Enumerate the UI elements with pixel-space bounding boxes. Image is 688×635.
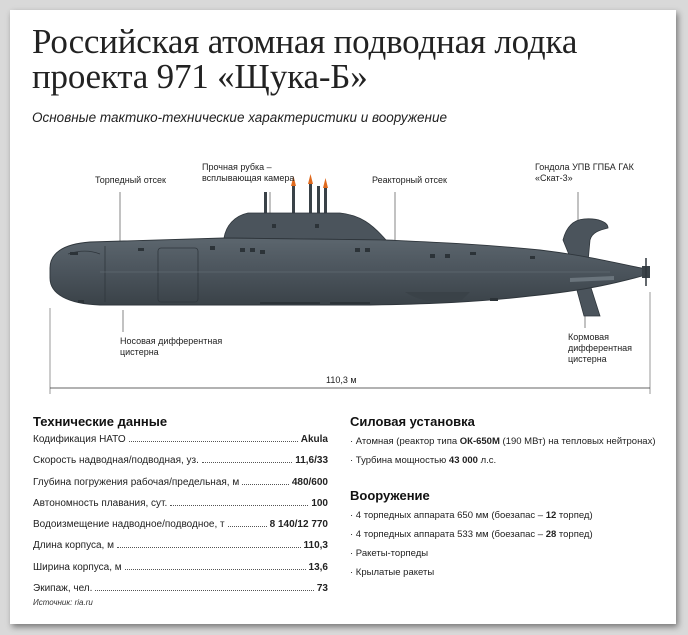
spec-label: Экипаж, чел. (33, 583, 93, 595)
arms-item: · Крылатые ракеты (350, 567, 435, 578)
length-label: 110,3 м (326, 375, 357, 385)
callout-pressure-hull: Прочная рубка – всплывающая камера (202, 162, 295, 183)
dot-leader (228, 526, 267, 527)
callout-stern-tank: Кормовая дифферентная цистерна (568, 332, 633, 364)
spec-label: Длина корпуса, м (33, 540, 114, 552)
spec-value: 8 140/12 770 (269, 519, 328, 531)
power-item: · Турбина мощностью 43 000 л.с. (350, 455, 497, 466)
spec-label: Глубина погружения рабочая/предельная, м (33, 476, 240, 488)
spec-value: 480/600 (291, 476, 328, 488)
spec-row (33, 455, 328, 476)
dot-leader (202, 462, 292, 463)
arms-list (350, 510, 670, 586)
arms-item: · 4 торпедных аппарата 650 мм (боезапас – 12 торпед) (350, 510, 593, 521)
spec-value: 100 (311, 497, 328, 509)
spec-value: 11,6/33 (295, 455, 328, 467)
power-title: Силовая установка (350, 414, 475, 429)
spec-label: Водоизмещение надводное/подводное, т (33, 519, 225, 531)
callout-reactor: Реакторный отсек (372, 175, 447, 185)
spec-row (33, 477, 328, 498)
specs-table (33, 434, 328, 604)
propeller (642, 258, 650, 286)
spec-label: Кодификация НАТО (33, 434, 126, 445)
dot-leader (95, 590, 313, 591)
power-item: · Атомная (реактор типа ОК-650М (190 МВт) на тепловых нейтронах) (350, 436, 656, 447)
power-list (350, 436, 670, 474)
spec-row (33, 519, 328, 540)
source-note: Источник: ria.ru (33, 598, 93, 607)
arms-item: · Ракеты-торпеды (350, 548, 429, 559)
dot-leader (117, 547, 301, 548)
arms-item: · 4 торпедных аппарата 533 мм (боезапас – 28 торпед) (350, 529, 593, 540)
spec-label: Ширина корпуса, м (33, 561, 122, 573)
dot-leader (242, 484, 289, 485)
dot-leader (170, 505, 308, 506)
title-line-2: проекта 971 «Щука-Б» (32, 57, 368, 96)
dot-leader (129, 441, 298, 442)
callout-bow-tank: Носовая дифферентная цистерна (120, 336, 223, 357)
spec-label: Автономность плавания, сут. (33, 497, 168, 509)
spec-value: Akula (300, 434, 328, 445)
sail (224, 213, 386, 240)
spec-value: 13,6 (308, 561, 328, 573)
spec-value: 110,3 (303, 540, 328, 552)
infographic-card (10, 10, 676, 624)
spec-row (33, 498, 328, 519)
specs-title: Технические данные (33, 414, 168, 429)
callout-gondola: Гондола УПВ ГПБА ГАК «Скат-3» (535, 162, 634, 183)
dot-leader (125, 569, 306, 570)
spec-row (33, 562, 328, 583)
callout-torpedo-compartment: Торпедный отсек (95, 175, 166, 185)
spec-value: 73 (316, 583, 328, 595)
spec-label: Скорость надводная/подводная, уз. (33, 455, 199, 467)
arms-title: Вооружение (350, 488, 430, 503)
subtitle: Основные тактико-технические характеристики и вооружение (32, 110, 447, 125)
title-line-1: Российская атомная подводная лодка (32, 22, 578, 61)
spec-row (33, 434, 328, 455)
spec-row (33, 540, 328, 561)
